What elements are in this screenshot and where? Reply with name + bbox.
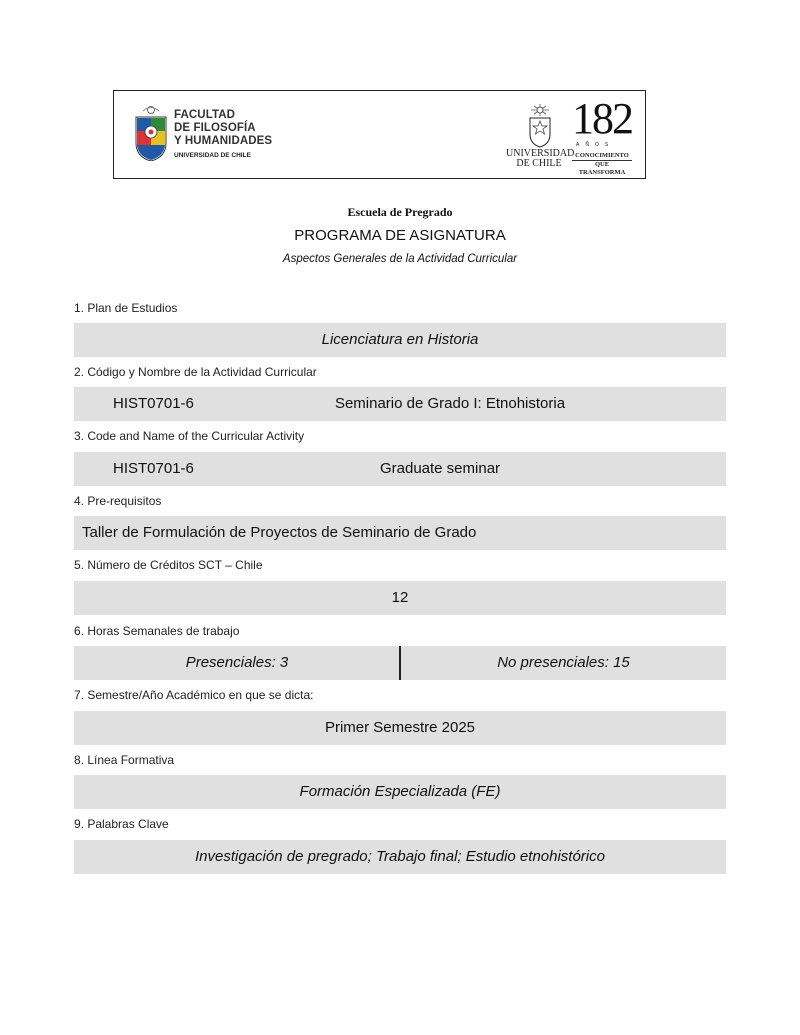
prerequisites-value: Taller de Formulación de Proyectos de Seminario de Grado [82, 524, 477, 541]
slogan [572, 152, 632, 177]
faculty-university: UNIVERSIDAD DE CHILE [174, 152, 251, 159]
slogan-line-1: CONOCIMIENTO [572, 152, 632, 161]
credits-value: 12 [391, 589, 409, 606]
semester-field [74, 711, 726, 745]
plan-field [74, 323, 726, 357]
plan-value: Licenciatura en Historia [321, 331, 479, 348]
course-code: HIST0701-6 [113, 395, 194, 412]
keywords-field [74, 840, 726, 874]
course-en-name: Graduate seminar [379, 460, 501, 477]
school-name: Escuela de Pregrado [347, 205, 453, 219]
line-field [74, 775, 726, 809]
line-value: Formación Especializada (FE) [299, 783, 501, 800]
hours-presencial: Presenciales: 3 [185, 654, 289, 671]
semester-label: 7. Semestre/Año Académico en que se dicta: [74, 688, 314, 702]
university-line-2: DE CHILE [516, 158, 562, 169]
university-name [506, 148, 575, 169]
course-label: 2. Código y Nombre de la Actividad Curricular [74, 365, 317, 379]
credits-label: 5. Número de Créditos SCT – Chile [74, 558, 263, 572]
hours-label: 6. Horas Semanales de trabajo [74, 624, 240, 638]
header-banner [113, 90, 646, 179]
faculty-line-1: FACULTAD [174, 109, 236, 121]
university-line-1: UNIVERSIDAD [506, 148, 575, 159]
slogan-line-2: QUE TRANSFORMA [578, 161, 626, 176]
hours-no-presencial: No presenciales: 15 [497, 654, 630, 671]
course-field [74, 387, 726, 421]
faculty-crest-icon [134, 105, 168, 161]
semester-value: Primer Semestre 2025 [324, 719, 476, 736]
credits-field [74, 581, 726, 615]
course-name: Seminario de Grado I: Etnohistoria [334, 395, 566, 412]
faculty-line-2: DE FILOSOFÍA [174, 122, 256, 134]
faculty-line-3: Y HUMANIDADES [174, 135, 273, 147]
keywords-value: Investigación de pregrado; Trabajo final; Estudio etnohistórico [195, 848, 605, 865]
faculty-name [174, 109, 272, 162]
keywords-label: 9. Palabras Clave [74, 817, 169, 831]
line-label: 8. Línea Formativa [74, 753, 175, 767]
anniversary-years: AÑOS [576, 142, 615, 148]
anniversary-number: 182 [572, 94, 632, 143]
prerequisites-field [74, 516, 726, 550]
course-en-field [74, 452, 726, 486]
course-en-code: HIST0701-6 [113, 460, 194, 477]
university-shield-icon [528, 104, 552, 148]
hours-field [74, 646, 726, 680]
document-subtitle: Aspectos Generales de la Actividad Curricular [282, 253, 518, 265]
course-en-label: 3. Code and Name of the Curricular Activity [74, 429, 305, 443]
document-title: PROGRAMA DE ASIGNATURA [294, 227, 506, 244]
plan-label: 1. Plan de Estudios [74, 301, 178, 315]
prerequisites-label: 4. Pre-requisitos [74, 494, 162, 508]
